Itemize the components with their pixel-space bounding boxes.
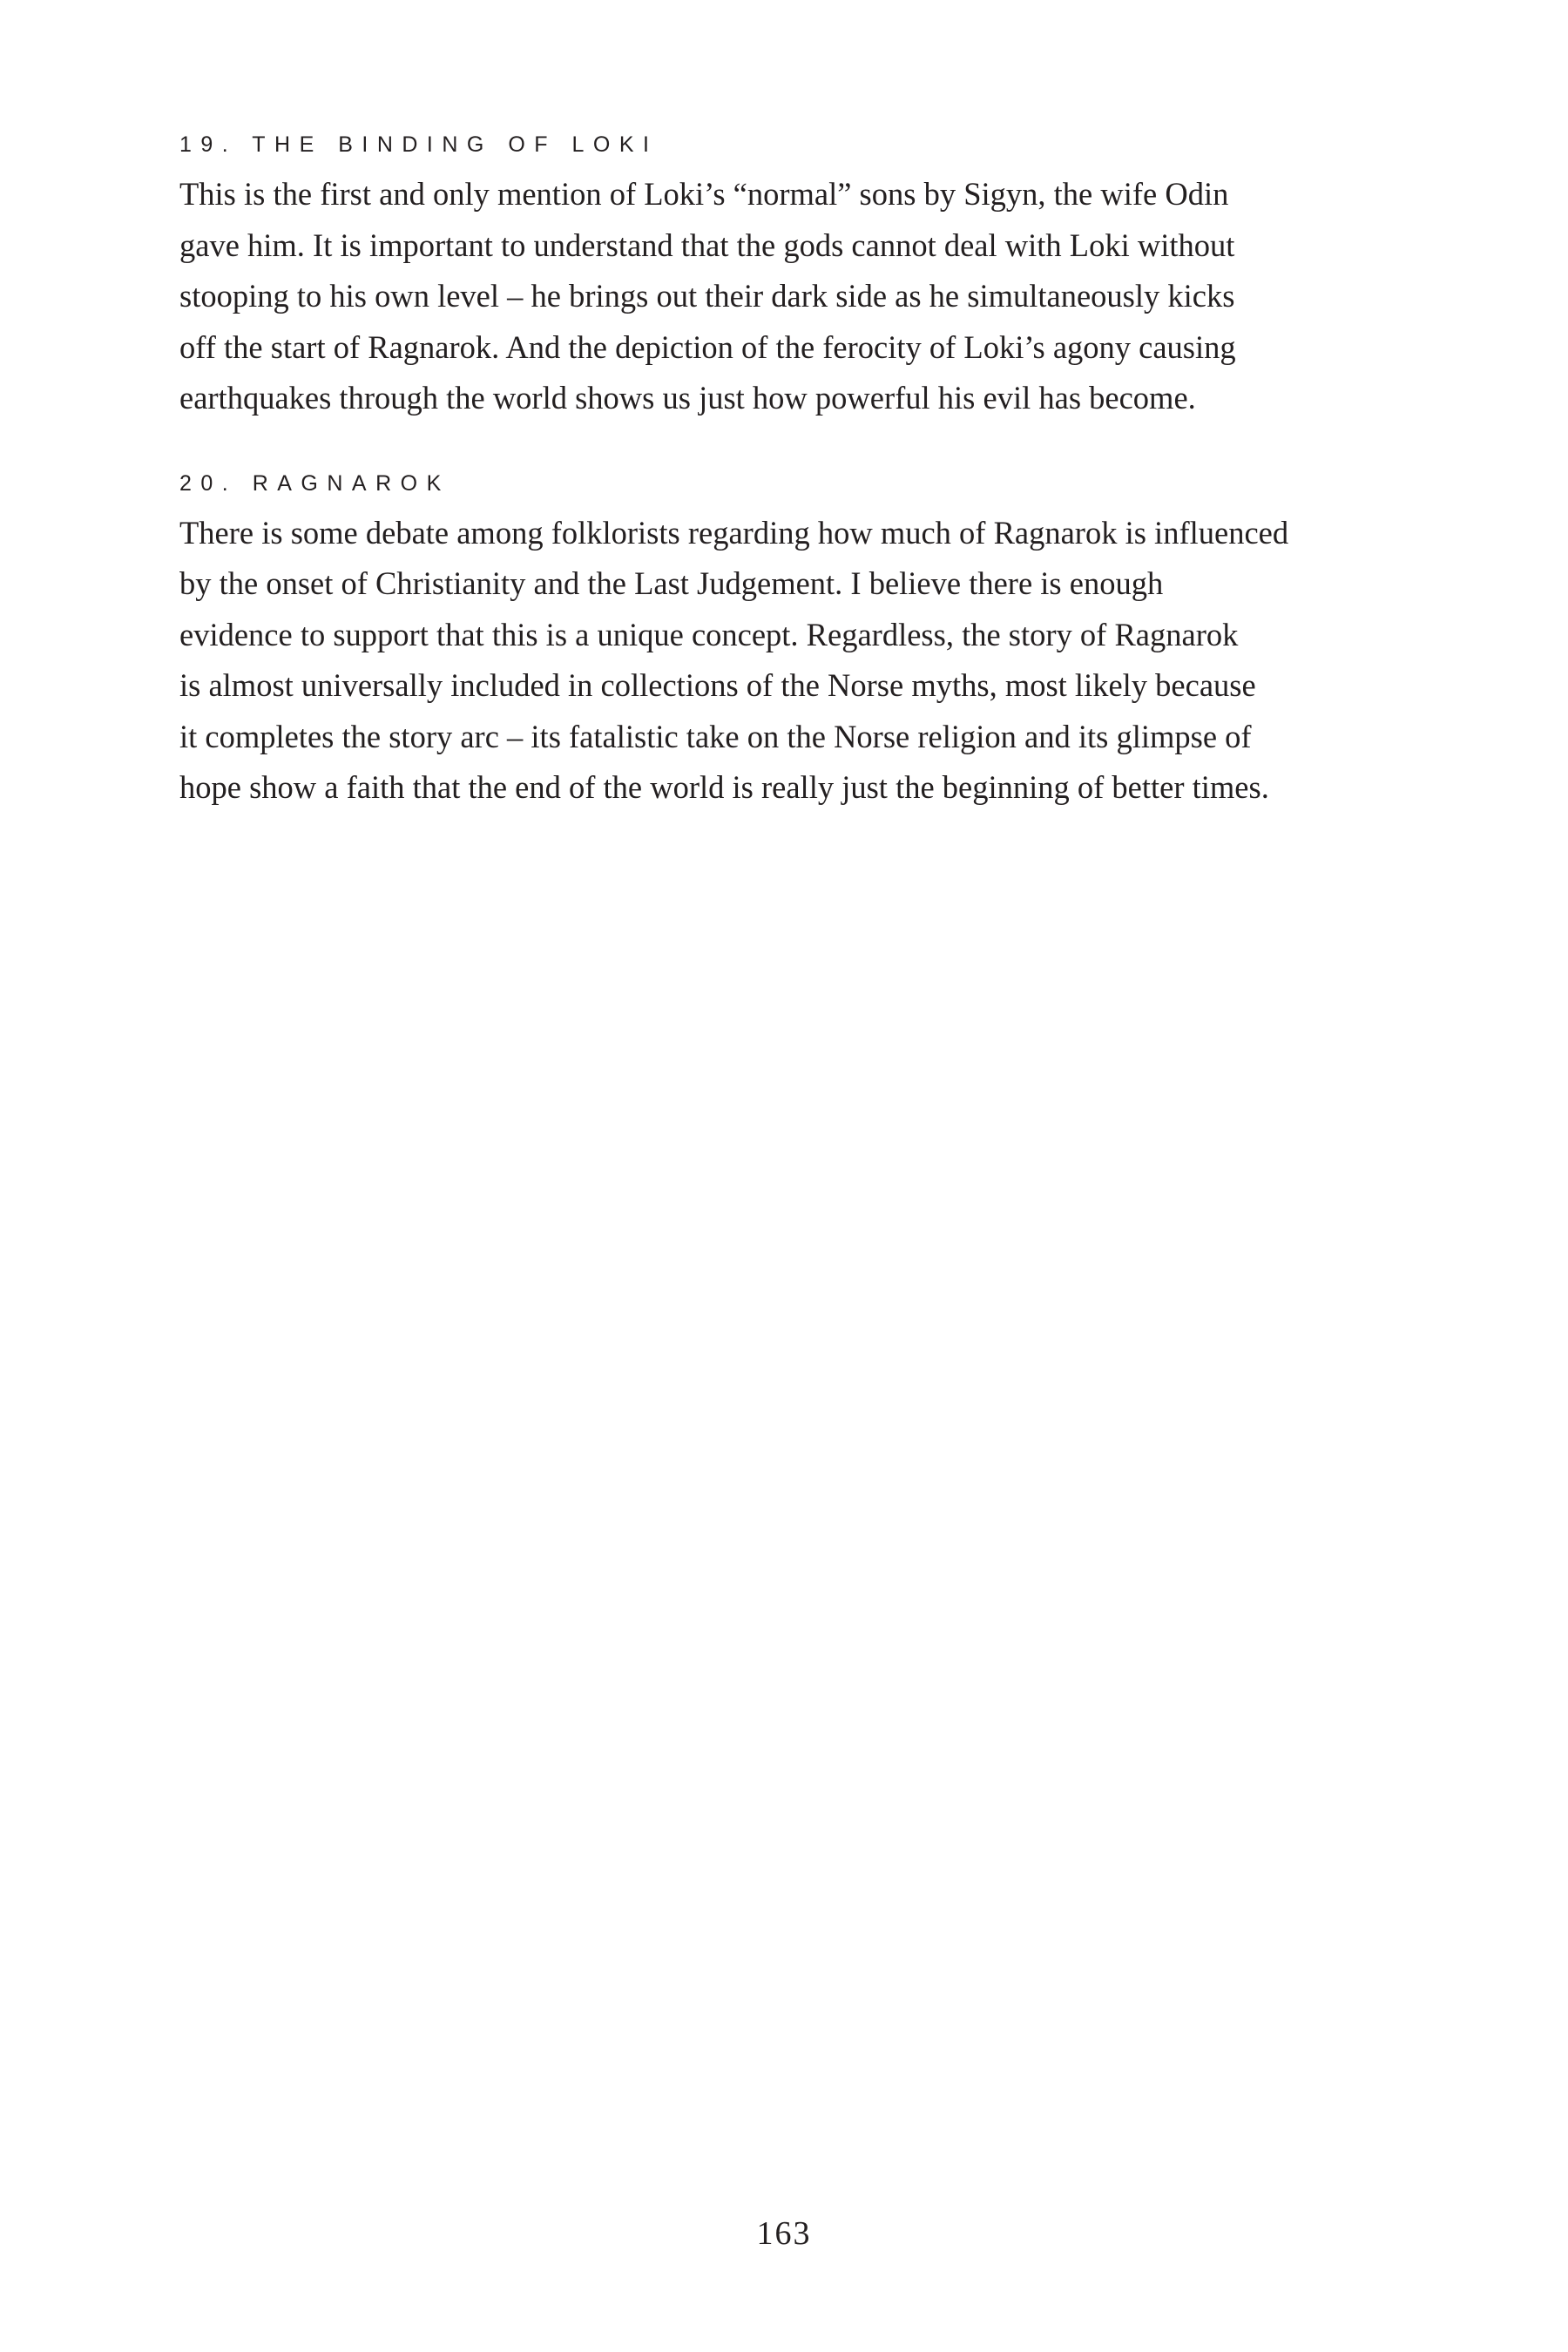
section-heading: 19. THE BINDING OF LOKI xyxy=(179,132,659,157)
section-paragraph xyxy=(179,169,1399,424)
paragraph-line: by the onset of Christianity and the Last Judgement. I believe there is enough xyxy=(179,565,1164,601)
page-content xyxy=(179,129,1399,814)
paragraph-line: gave him. It is important to understand that the gods cannot deal with Loki without xyxy=(179,226,1235,263)
section-heading: 20. RAGNAROK xyxy=(179,470,450,496)
paragraph-line: earthquakes through the world shows us just how powerful his evil has become. xyxy=(179,380,1196,416)
section-binding-of-loki xyxy=(179,129,1399,424)
section-ragnarok xyxy=(179,468,1399,814)
paragraph-line: it completes the story arc – its fatalistic take on the Norse religion and its glimpse of xyxy=(179,718,1252,754)
paragraph-line: off the start of Ragnarok. And the depiction of the ferocity of Loki’s agony causing xyxy=(179,328,1236,365)
paragraph-line: stooping to his own level – he brings out their dark side as he simultaneously kicks xyxy=(179,278,1235,314)
paragraph-line: evidence to support that this is a unique concept. Regardless, the story of Ragnarok xyxy=(179,616,1239,652)
paragraph-line: hope show a faith that the end of the world is really just the beginning of better times. xyxy=(179,769,1269,805)
paragraph-line: is almost universally included in collections of the Norse myths, most likely because xyxy=(179,667,1256,703)
page-number: 163 xyxy=(756,2215,812,2252)
paragraph-line: This is the first and only mention of Loki’s “normal” sons by Sigyn, the wife Odin xyxy=(179,176,1229,212)
section-paragraph xyxy=(179,508,1399,814)
paragraph-line: There is some debate among folklorists regarding how much of Ragnarok is influenced xyxy=(179,514,1289,551)
